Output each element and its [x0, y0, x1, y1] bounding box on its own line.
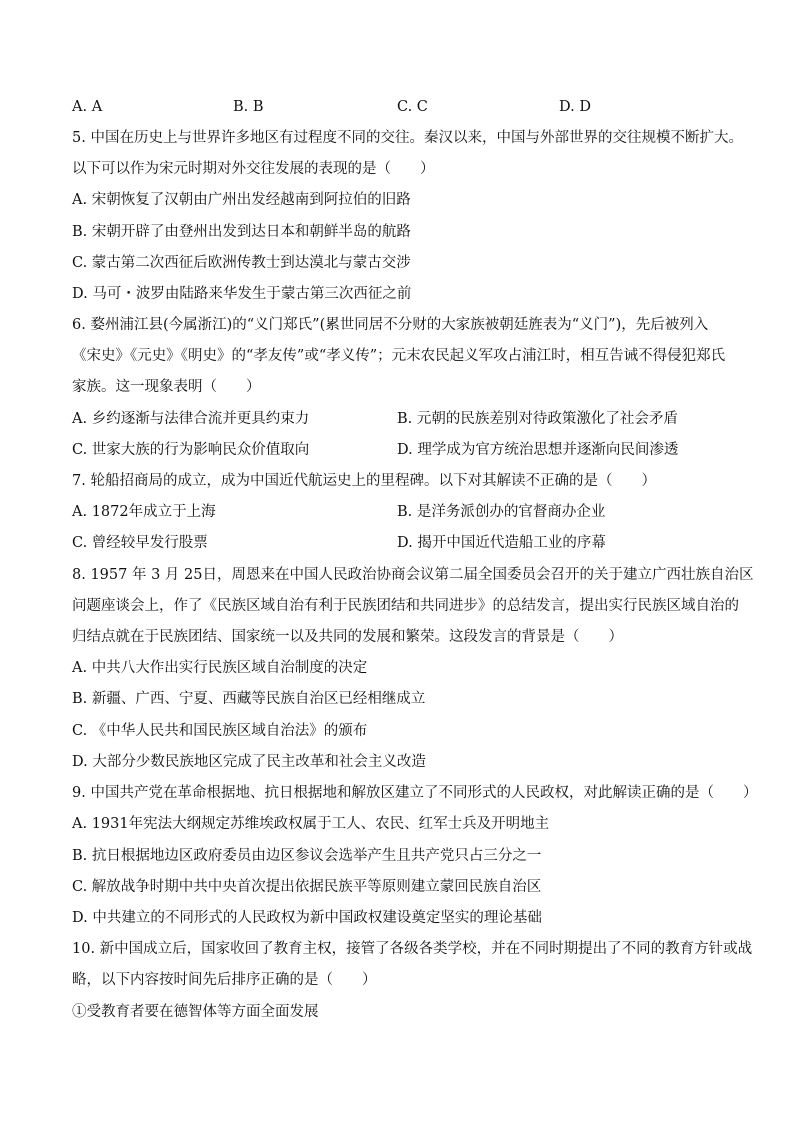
q7-stem: 7. 轮船招商局的成立，成为中国近代航运史上的里程碑。以下对其解读不正确的是（ ） — [72, 473, 656, 489]
q4-option-c: C. C — [397, 99, 428, 115]
q10-stem-line-2: 略，以下内容按时间先后排序正确的是（ ） — [72, 972, 377, 988]
q6-stem-line-1: 6. 婺州浦江县(今属浙江)的“义门郑氏”(累世同居不分财的大家族被朝廷旌表为“义门”)，先后被列入 — [72, 317, 709, 333]
q6-option-b: B. 元朝的民族差别对待政策激化了社会矛盾 — [397, 411, 678, 427]
q5-option-b: B. 宋朝开辟了由登州出发到达日本和朝鲜半岛的航路 — [72, 224, 411, 240]
q10-stem-line-1: 10. 新中国成立后，国家收回了教育主权，接管了各级各类学校，并在不同时期提出了不同的教育方针或战 — [72, 941, 753, 957]
q6-option-d: D. 理学成为官方统治思想并逐渐向民间渗透 — [397, 442, 679, 458]
q8-option-a: A. 中共八大作出实行民族区域自治制度的决定 — [72, 660, 368, 676]
q6-stem-line-3: 家族。这一现象表明（ ） — [72, 379, 261, 395]
q4-option-b: B. B — [233, 99, 264, 115]
q5-option-d: D. 马可・波罗由陆路来华发生于蒙古第三次西征之前 — [72, 286, 412, 302]
q7-option-b: B. 是洋务派创办的官督商办企业 — [397, 504, 606, 520]
q10-item-1: ①受教育者要在德智体等方面全面发展 — [72, 1004, 319, 1020]
q8-option-b: B. 新疆、广西、宁夏、西藏等民族自治区已经相继成立 — [72, 691, 426, 707]
q4-option-d: D. D — [559, 99, 591, 115]
q8-stem-line-1: 8. 1957 年 3 月 25日，周恩来在中国人民政治协商会议第二届全国委员会召开的关于建立广西壮族自治区 — [72, 567, 754, 583]
q7-option-d: D. 揭开中国近代造船工业的序幕 — [397, 535, 606, 551]
q9-option-d: D. 中共建立的不同形式的人民政权为新中国政权建设奠定坚实的理论基础 — [72, 910, 542, 926]
q8-stem-line-2: 问题座谈会上，作了《民族区域自治有利于民族团结和共同进步》的总结发言，提出实行民族区域自治的 — [72, 598, 739, 614]
q8-option-c: C. 《中华人民共和国民族区域自治法》的颁布 — [72, 723, 368, 739]
q9-stem: 9. 中国共产党在革命根据地、抗日根据地和解放区建立了不同形式的人民政权，对此解读正确的是（ ） — [72, 785, 758, 801]
q8-option-d: D. 大部分少数民族地区完成了民主改革和社会主义改造 — [72, 754, 426, 770]
q4-option-a: A. A — [72, 99, 103, 115]
q6-option-a: A. 乡约逐渐与法律合流并更具约束力 — [72, 411, 310, 427]
q9-option-b: B. 抗日根据地边区政府委员由边区参议会选举产生且共产党只占三分之一 — [72, 848, 542, 864]
q5-option-c: C. 蒙古第二次西征后欧洲传教士到达漠北与蒙古交涉 — [72, 255, 411, 271]
q6-stem-line-2: 《宋史》《元史》《明史》的“孝友传”或“孝义传”；元末农民起义军攻占浦江时，相互告诫不得侵犯郑氏 — [72, 348, 726, 364]
q7-option-a: A. 1872年成立于上海 — [72, 504, 216, 520]
q5-option-a: A. 宋朝恢复了汉朝由广州出发经越南到阿拉伯的旧路 — [72, 192, 411, 208]
q8-stem-line-3: 归结点就在于民族团结、国家统一以及共同的发展和繁荣。这段发言的背景是（ ） — [72, 629, 623, 645]
q9-option-a: A. 1931年宪法大纲规定苏维埃政权属于工人、农民、红军士兵及开明地主 — [72, 816, 550, 832]
q5-stem-line-1: 5. 中国在历史上与世界许多地区有过程度不同的交往。秦汉以来，中国与外部世界的交往规模不断扩大。 — [72, 130, 743, 146]
q7-option-c: C. 曾经较早发行股票 — [72, 535, 208, 551]
q5-stem-line-2: 以下可以作为宋元时期对外交往发展的表现的是（ ） — [72, 161, 435, 177]
q9-option-c: C. 解放战争时期中共中央首次提出依据民族平等原则建立蒙回民族自治区 — [72, 879, 542, 895]
q6-option-c: C. 世家大族的行为影响民众价值取向 — [72, 442, 310, 458]
